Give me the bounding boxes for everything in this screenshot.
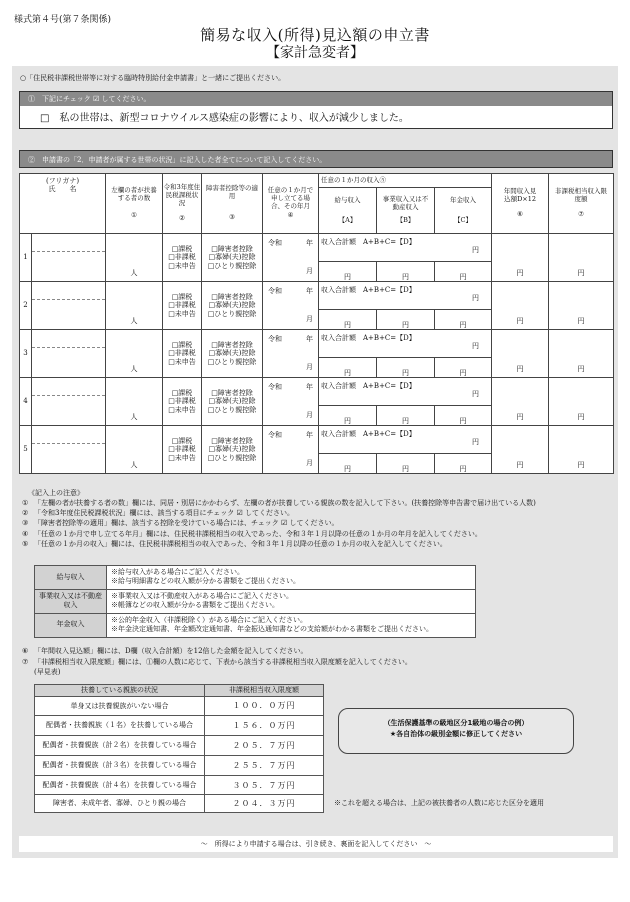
salary-input[interactable]: 円 bbox=[319, 310, 377, 330]
note-2: ② 「令和3年度住民税課税状況」欄には、該当する項目にチェック ☑ してください。 bbox=[22, 509, 294, 518]
pension-input[interactable]: 円 bbox=[435, 358, 492, 378]
limit-row-amount: ２５５．７万円 bbox=[205, 756, 324, 776]
business-input[interactable]: 円 bbox=[377, 358, 435, 378]
month-input[interactable]: 令和 年 月 bbox=[263, 426, 319, 474]
tax-status-checkboxes[interactable]: □課税 □非課税 □未申告 bbox=[163, 330, 202, 378]
annual-income-input[interactable]: 円 bbox=[492, 378, 549, 426]
annual-income-input[interactable]: 円 bbox=[492, 330, 549, 378]
salary-header: 給与収入 【A】 bbox=[319, 188, 377, 234]
annual-income-input[interactable]: 円 bbox=[492, 282, 549, 330]
table-row bbox=[20, 234, 614, 262]
monthly-income-header: 任意の１か月の収入⑤ bbox=[319, 174, 492, 188]
month-input[interactable]: 令和 年 月 bbox=[263, 234, 319, 282]
table-row bbox=[20, 426, 614, 454]
salary-input[interactable]: 円 bbox=[319, 406, 377, 426]
total-income-input[interactable]: 収入合計額 A+B+C=【D】 円 bbox=[319, 378, 492, 406]
income-type-salary: 給与収入 bbox=[35, 566, 107, 590]
month-header: 任意の１か月で申し立てる場合、その年月 ④ bbox=[263, 174, 319, 234]
covid-checkbox-statement[interactable]: □ 私の世帯は、新型コロナウイルス感染症の影響により、収入が減少しました。 bbox=[40, 113, 409, 124]
page-title: 簡易な収入(所得)見込額の申立書 bbox=[200, 26, 430, 44]
income-type-table bbox=[34, 565, 476, 638]
notes-section bbox=[22, 488, 612, 549]
row-number: 5 bbox=[20, 426, 32, 474]
section-1-header: ① 下記にチェック ☑ してください。 bbox=[20, 92, 612, 106]
table-row bbox=[20, 330, 614, 358]
notes-6-7 bbox=[22, 646, 612, 678]
deduction-checkboxes[interactable]: □障害者控除 □寡婦(夫)控除 □ひとり親控除 bbox=[202, 426, 263, 474]
deduction-checkboxes[interactable]: □障害者控除 □寡婦(夫)控除 □ひとり親控除 bbox=[202, 234, 263, 282]
table-row bbox=[20, 378, 614, 406]
note-4: ④ 「任意の１か月で申し立てる年月」欄には、住民税非課税相当の収入であった、令和３年１月以降の任意の１か月の年月を記入してください。 bbox=[22, 529, 482, 538]
section-1 bbox=[19, 91, 613, 129]
dependents-input[interactable]: 人 bbox=[106, 282, 163, 330]
total-income-input[interactable]: 収入合計額 A+B+C=【D】 円 bbox=[319, 282, 492, 310]
table-row bbox=[20, 282, 614, 310]
name-input[interactable] bbox=[32, 378, 106, 426]
limit-row-status: 配偶者・扶養親族（計２名）を扶養している場合 bbox=[35, 736, 205, 756]
income-type-salary-desc: ※給与収入がある場合にご記入ください。 ※給与明細書などの収入額が分かる書類をご提出ください。 bbox=[107, 566, 476, 590]
limit-input[interactable]: 円 bbox=[549, 282, 614, 330]
salary-input[interactable]: 円 bbox=[319, 358, 377, 378]
limit-row-status: 単身又は扶養親族がいない場合 bbox=[35, 697, 205, 716]
limit-row-amount: ３０５．７万円 bbox=[205, 776, 324, 796]
limit-header: 非課税相当収入限度額 ⑦ bbox=[549, 174, 614, 234]
limit-input[interactable]: 円 bbox=[549, 378, 614, 426]
quick-table-label: (早見表) bbox=[34, 668, 61, 676]
deduction-checkboxes[interactable]: □障害者控除 □寡婦(夫)控除 □ひとり親控除 bbox=[202, 378, 263, 426]
limit-row-amount: １００．０万円 bbox=[205, 697, 324, 716]
furigana-header: (フリガナ) bbox=[45, 177, 80, 185]
regional-note-box bbox=[338, 708, 574, 754]
total-income-input[interactable]: 収入合計額 A+B+C=【D】 円 bbox=[319, 426, 492, 454]
household-table bbox=[19, 173, 613, 473]
limit-row-status: 配偶者・扶養親族（１名）を扶養している場合 bbox=[35, 716, 205, 736]
month-input[interactable]: 令和 年 月 bbox=[263, 330, 319, 378]
tax-status-checkboxes[interactable]: □課税 □非課税 □未申告 bbox=[163, 378, 202, 426]
regional-note-line2: ★各自治体の級別金額に修正してください bbox=[389, 730, 523, 739]
dependents-input[interactable]: 人 bbox=[106, 330, 163, 378]
limit-extra-amount: ２０４．３万円 bbox=[205, 795, 324, 813]
page-subtitle: 【家計急変者】 bbox=[266, 45, 364, 61]
tax-status-checkboxes[interactable]: □課税 □非課税 □未申告 bbox=[163, 282, 202, 330]
limit-input[interactable]: 円 bbox=[549, 234, 614, 282]
limit-input[interactable]: 円 bbox=[549, 330, 614, 378]
pension-input[interactable]: 円 bbox=[435, 454, 492, 474]
pension-input[interactable]: 円 bbox=[435, 310, 492, 330]
dependents-input[interactable]: 人 bbox=[106, 426, 163, 474]
total-income-input[interactable]: 収入合計額 A+B+C=【D】 円 bbox=[319, 330, 492, 358]
limit-row-status: 配偶者・扶養親族（計３名）を扶養している場合 bbox=[35, 756, 205, 776]
pension-input[interactable]: 円 bbox=[435, 406, 492, 426]
row-number: 4 bbox=[20, 378, 32, 426]
name-input[interactable] bbox=[32, 234, 106, 282]
limit-table-header-amount: 非課税相当収入限度額 bbox=[205, 685, 324, 697]
dependents-input[interactable]: 人 bbox=[106, 378, 163, 426]
income-type-pension-desc: ※公的年金収入（非課税除く）がある場合にご記入ください。 ※年金決定通知書、年金額改定通知書、年金振込通知書などの支給額がわかる書類をご提出ください。 bbox=[107, 613, 476, 637]
month-input[interactable]: 令和 年 月 bbox=[263, 378, 319, 426]
name-input[interactable] bbox=[32, 282, 106, 330]
regional-note-line1: （生活保護基準の級地区分1級地の場合の例） bbox=[383, 719, 529, 727]
dependents-header: 左欄の者が扶養する者の数 ① bbox=[106, 174, 163, 234]
business-header: 事業収入又は不動産収入 【B】 bbox=[377, 188, 435, 234]
submission-notice: ○「住民税非課税世帯等に対する臨時特別給付金申請書」と一緒にご提出ください。 bbox=[20, 74, 286, 82]
name-input[interactable] bbox=[32, 330, 106, 378]
business-input[interactable]: 円 bbox=[377, 406, 435, 426]
limit-row-amount: ２０５．７万円 bbox=[205, 736, 324, 756]
limit-row-amount: １５６．０万円 bbox=[205, 716, 324, 736]
income-type-pension: 年金収入 bbox=[35, 613, 107, 637]
deduction-checkboxes[interactable]: □障害者控除 □寡婦(夫)控除 □ひとり親控除 bbox=[202, 282, 263, 330]
deduction-checkboxes[interactable]: □障害者控除 □寡婦(夫)控除 □ひとり親控除 bbox=[202, 330, 263, 378]
salary-input[interactable]: 円 bbox=[319, 262, 377, 282]
annual-income-input[interactable]: 円 bbox=[492, 426, 549, 474]
limit-table-extra bbox=[34, 794, 324, 813]
deduction-header: 障害者控除等の適用 ③ bbox=[202, 174, 263, 234]
tax-status-checkboxes[interactable]: □課税 □非課税 □未申告 bbox=[163, 234, 202, 282]
note-1: ① 「左欄の者が扶養する者の数」欄には、同居・別居にかかわらず、左欄の者が扶養している親族の数を記入して下さい。(扶養控除等申告書で届け出ている人数) bbox=[22, 499, 536, 508]
section-2-header: ② 申請書の「2．申請者が属する世帯の状況」に記入した者全てについて記入してください。 bbox=[19, 150, 613, 168]
form-number: 様式第４号(第７条関係) bbox=[14, 15, 112, 25]
limit-row-status: 配偶者・扶養親族（計４名）を扶養している場合 bbox=[35, 776, 205, 796]
business-input[interactable]: 円 bbox=[377, 310, 435, 330]
income-type-business-desc: ※事業収入又は不動産収入がある場合にご記入ください。 ※帳簿などの収入額が分かる書類をご提出ください。 bbox=[107, 589, 476, 613]
pension-header: 年金収入 【C】 bbox=[435, 188, 492, 234]
row-number: 2 bbox=[20, 282, 32, 330]
note-5: ⑤ 「任意の１か月の収入」欄には、住民税非課税相当の収入であった、令和３年１月以降の任意の１か月の収入を記入してください。 bbox=[22, 539, 447, 548]
limit-table bbox=[34, 684, 324, 796]
name-input[interactable] bbox=[32, 426, 106, 474]
annual-income-header: 年間収入見込額D×12 ⑥ bbox=[492, 174, 549, 234]
row-number: 3 bbox=[20, 330, 32, 378]
tax-status-checkboxes[interactable]: □課税 □非課税 □未申告 bbox=[163, 426, 202, 474]
note-3: ③ 「障害者控除等の適用」欄は、該当する控除を受けている場合には、チェック ☑ してください。 bbox=[22, 519, 339, 528]
business-input[interactable]: 円 bbox=[377, 454, 435, 474]
dependents-input[interactable]: 人 bbox=[106, 234, 163, 282]
limit-extra-status: 障害者、未成年者、寡婦、ひとり親の場合 bbox=[35, 795, 205, 813]
business-input[interactable]: 円 bbox=[377, 262, 435, 282]
exceed-note: ※これを超える場合は、上記の被扶養者の人数に応じた区分を適用 bbox=[334, 799, 544, 807]
month-input[interactable]: 令和 年 月 bbox=[263, 282, 319, 330]
limit-input[interactable]: 円 bbox=[549, 426, 614, 474]
annual-income-input[interactable]: 円 bbox=[492, 234, 549, 282]
note-7: ⑦ 「非課税相当収入限度額」欄には、①欄の人数に応じて、下表から該当する非課税相当収入限度額を記入してください。 bbox=[22, 657, 412, 666]
name-header: 氏 名 bbox=[48, 185, 77, 194]
notes-title: 《記入上の注意》 bbox=[28, 489, 84, 497]
income-type-business: 事業収入又は不動産収入 bbox=[35, 589, 107, 613]
footer-note: ～ 所得により申請する場合は、引き続き、裏面を記入してください ～ bbox=[19, 836, 613, 852]
tax-status-header: 令和3年度住民税課税状況 ② bbox=[163, 174, 202, 234]
salary-input[interactable]: 円 bbox=[319, 454, 377, 474]
limit-table-header-status: 扶養している親族の状況 bbox=[35, 685, 205, 697]
row-number: 1 bbox=[20, 234, 32, 282]
note-6: ⑥ 「年間収入見込額」欄には、D欄（収入合計額）を12倍した金額を記入してください。 bbox=[22, 647, 308, 655]
total-income-input[interactable]: 収入合計額 A+B+C=【D】 円 bbox=[319, 234, 492, 262]
pension-input[interactable]: 円 bbox=[435, 262, 492, 282]
